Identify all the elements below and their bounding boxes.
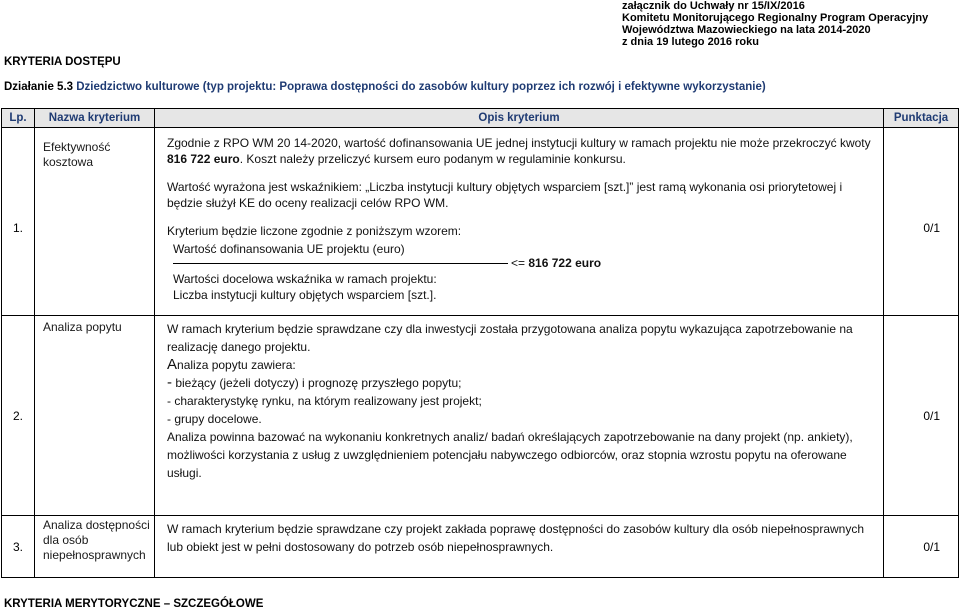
- criterion-description: [155, 128, 884, 316]
- attachment-note-line: załącznik do Uchwały nr 15/IX/2016: [622, 0, 805, 12]
- criterion-name-text: Analiza dostępności dla osób niepełnosprawnych: [43, 518, 150, 562]
- footer-title: KRYTERIA MERYTORYCZNE – SZCZEGÓŁOWE: [4, 598, 264, 610]
- table-row: [2, 128, 959, 316]
- row-number: 3.: [2, 516, 35, 578]
- action-title: [4, 81, 766, 93]
- attachment-note-line: Komitetu Monitorującego Regionalny Program Operacyjny: [622, 12, 929, 24]
- criteria-table: [1, 108, 959, 578]
- score: 0/1: [884, 128, 959, 316]
- formula-limit: [511, 255, 601, 271]
- attachment-note: [622, 0, 928, 48]
- desc-text: . Koszt należy przeliczyć kursem euro podanym w regulaminie konkursu.: [239, 152, 626, 166]
- formula-limit-value: 816 722 euro: [528, 256, 602, 270]
- fraction-line: [173, 263, 508, 264]
- row-number: 2.: [2, 316, 35, 516]
- list-item: [167, 374, 875, 392]
- desc-text: Zgodnie z RPO WM 20 14-2020, wartość dofinansowania UE jednej instytucji kultury w ramach projektu nie może przekroczyć kwoty: [167, 136, 871, 150]
- criterion-name: Analiza popytu: [35, 316, 155, 516]
- formula-operator: <=: [511, 256, 529, 270]
- table-row: [2, 516, 959, 578]
- header-lp: Lp.: [2, 109, 35, 128]
- row-number: 1.: [2, 128, 35, 316]
- formula-denominator-line1: Wartości docelowa wskaźnika w ramach projektu:: [173, 272, 437, 286]
- desc-paragraph: Kryterium będzie liczone zgodnie z poniższym wzorem:: [167, 224, 462, 238]
- criterion-name-text: Efektywność kosztowa: [43, 140, 111, 169]
- action-prefix: Działanie 5.3: [4, 81, 74, 93]
- table-row: [2, 316, 959, 516]
- list-dash: -: [167, 374, 172, 391]
- desc-paragraph: [167, 356, 875, 374]
- desc-paragraph: Wartość wyrażona jest wskaźnikiem: „Liczba instytucji kultury objętych wsparciem [szt.]” jest ramą wykonania osi priorytetowej i będzie służył KE do oceny realizacji celów RPO WM.: [167, 180, 843, 210]
- formula-numerator: Wartość dofinansowania UE projektu (euro): [173, 242, 405, 256]
- header-score: Punktacja: [884, 109, 959, 128]
- list-item-text: bieżący (jeżeli dotyczy) i prognozę przyszłego popytu;: [172, 376, 462, 390]
- desc-paragraph: [167, 135, 875, 167]
- amount-text: 816 722 euro: [167, 152, 240, 166]
- header-desc: Opis kryterium: [155, 109, 884, 128]
- criterion-name: [35, 128, 155, 316]
- formula-denominator-line2: Liczba instytucji kultury objętych wsparciem [szt.].: [173, 288, 437, 302]
- formula: [167, 241, 875, 305]
- criterion-description: [155, 316, 884, 516]
- header-name: Nazwa kryterium: [35, 109, 155, 128]
- table-header-row: [2, 109, 959, 128]
- action-text: Dziedzictwo kulturowe (typ projektu: Poprawa dostępności do zasobów kultury poprzez ich rozwój i efektywne wykorzystanie): [76, 81, 766, 93]
- desc-paragraph: Analiza powinna bazować na wykonaniu konkretnych analiz/ badań określających zapotrzebowanie na dany projekt (np. ankiety), możliwości korzystania z usług z uwzględnieniem potencjału nabywczego odbiorców, oraz stopnia wzrostu popytu na oferowane usługi.: [167, 430, 853, 480]
- score: 0/1: [884, 516, 959, 578]
- score: 0/1: [884, 316, 959, 516]
- list-item: - grupy docelowe.: [167, 412, 262, 426]
- criterion-name: [35, 516, 155, 578]
- list-item: - charakterystykę rynku, na którym realizowany jest projekt;: [167, 394, 482, 408]
- criterion-description: W ramach kryterium będzie sprawdzane czy projekt zakłada poprawę dostępności do zasobów kultury dla osób niepełnosprawnych lub obiekt jest w pełni dostosowany do potrzeb osób niepełnosprawnych.: [155, 516, 884, 578]
- desc-paragraph: W ramach kryterium będzie sprawdzane czy dla inwestycji została przygotowana analiza popytu wykazująca zapotrzebowanie na realizację danego projektu.: [167, 322, 853, 354]
- attachment-note-line: Województwa Mazowieckiego na lata 2014-2020: [622, 24, 871, 36]
- drop-cap: A: [167, 356, 178, 373]
- section-title: KRYTERIA DOSTĘPU: [4, 56, 121, 68]
- desc-text: naliza popytu zawiera:: [177, 358, 296, 372]
- attachment-note-line: z dnia 19 lutego 2016 roku: [622, 36, 759, 48]
